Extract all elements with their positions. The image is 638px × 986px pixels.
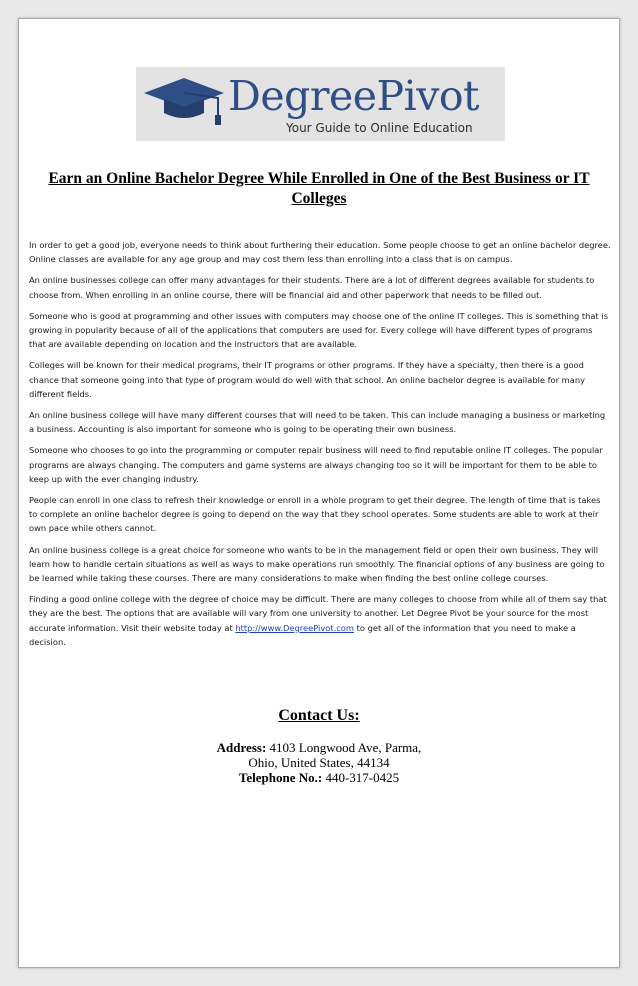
- telephone-value: 440-317-0425: [325, 770, 400, 785]
- paragraph: In order to get a good job, everyone needs to think about furthering their education. Some people choose to get an online bachelor degree. Online classes are available for any age group and may cost them less than enrolling into a class that is on campus.: [29, 240, 611, 265]
- contact-block: [19, 740, 619, 785]
- paragraph: Someone who is good at programming and other issues with computers may choose one of the online IT colleges. This is something that is growing in popularity because of all of the applications that computers are used for. Every college will have different types of programs that are available depending on location and the instructors that are available.: [29, 310, 609, 350]
- contact-heading: Contact Us:: [278, 707, 360, 724]
- address-value: 4103 Longwood Ave, Parma,: [269, 740, 422, 755]
- paragraph: An online business college is a great choice for someone who wants to be in the management field or open their own business. They will learn how to handle certain situations as well as ways to make operations run smoothly. The financial options of any business are going to be learned while taking these courses. There are many considerations to make when finding the best online college courses.: [29, 544, 605, 584]
- telephone-line: [19, 770, 619, 785]
- paragraph: People can enroll in one class to refresh their knowledge or enroll in a whole program to get their degree. The length of time that is takes to complete an online bachelor degree is going to depend on the way that they school operates. Some students are able to work at their own pace while others cannot.: [29, 495, 601, 534]
- document-page: [18, 18, 620, 968]
- paragraph: An online business college will have many different courses that will need to be taken. This can include managing a business or marketing a business. Accounting is also important for someone who is going to be operating their own business.: [29, 410, 606, 435]
- address-line-2: Ohio, United States, 44134: [248, 755, 390, 770]
- article-body: [29, 238, 611, 656]
- closing-paragraph: [29, 592, 611, 649]
- website-link[interactable]: http://www.DegreePivot.com: [235, 622, 354, 633]
- paragraph: Colleges will be known for their medical programs, their IT programs or other programs. If they have a specialty, then there is a good chance that someone going into that type of program would do well with that school. An online bachelor degree is available for many different fields.: [29, 360, 586, 399]
- paragraph: An online businesses college can offer many advantages for their students. There are a lot of different degrees available for students to choose from. When enrolling in an online course, there will be financial aid and other paperwork that needs to be filled out.: [29, 275, 595, 300]
- logo-name: DegreePivot: [228, 72, 480, 120]
- address-label: Address:: [216, 740, 267, 755]
- telephone-label: Telephone No.:: [238, 770, 323, 785]
- article-title: Earn an Online Bachelor Degree While Enrolled in One of the Best Business or IT Colleges: [48, 170, 590, 207]
- paragraph: Someone who chooses to go into the programming or computer repair business will need to find reputable online IT colleges. The popular programs are always changing. The computers and game systems are always changing too so it will be important for them to be able to keep up with the ever changing industry.: [29, 445, 603, 484]
- degreepivot-logo: [136, 67, 505, 141]
- closing-text-end: to get all of the information that you need to make a decision.: [29, 622, 576, 647]
- closing-text: Finding a good online college with the degree of choice may be difficult. There are many colleges to choose from while all of them say that they are the best. The options that are available will vary from one university to another. Let Degree Pivot be your source for the most accurate information. Visit their website today at: [29, 594, 607, 633]
- address-line-1: [19, 740, 619, 755]
- logo-tagline: Your Guide to Online Education: [286, 121, 473, 135]
